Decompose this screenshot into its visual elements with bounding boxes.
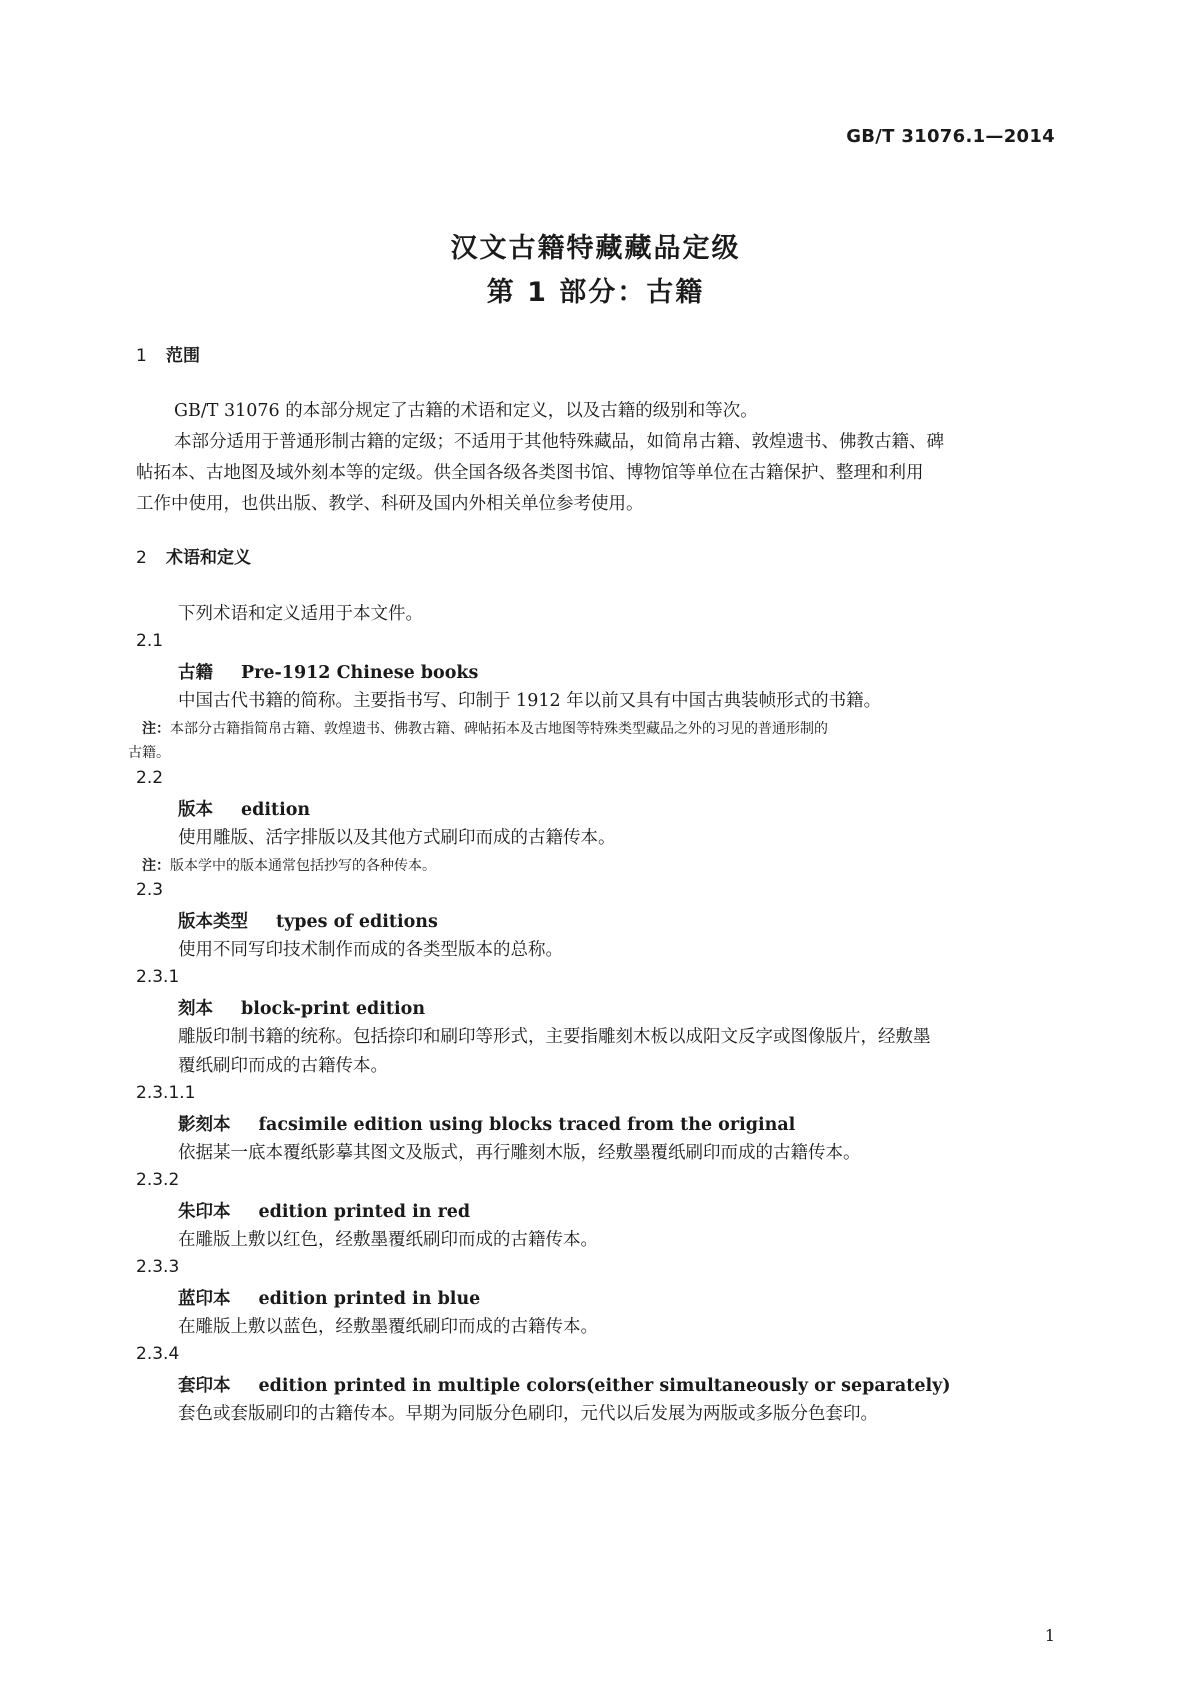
term-zh: 蓝印本 xyxy=(178,1289,231,1309)
entry-number: 2.1 xyxy=(136,631,164,651)
term-zh: 版本 xyxy=(178,800,213,820)
document-subtitle: 第 1 部分：古籍 xyxy=(486,277,705,308)
term-en: edition printed in red xyxy=(258,1202,471,1222)
section-number: 2 xyxy=(136,548,147,568)
paragraph-line: 帖拓本、古地图及域外刻本等的定级。供全国各级各类图书馆、博物馆等单位在古籍保护、整理和利用 xyxy=(136,463,924,483)
term-en: edition xyxy=(241,800,311,820)
entry-number: 2.3.1.1 xyxy=(136,1083,196,1103)
term-definition: 在雕版上敷以红色，经敷墨覆纸刷印而成的古籍传本。 xyxy=(178,1230,598,1250)
page-number: 1 xyxy=(1044,1626,1055,1645)
term-heading xyxy=(178,995,425,1020)
note-text: 版本学中的版本通常包括抄写的各种传本。 xyxy=(170,858,436,874)
entry-number: 2.2 xyxy=(136,768,164,788)
document-title: 汉文古籍特藏藏品定级 xyxy=(450,233,741,264)
term-heading xyxy=(178,1198,470,1223)
entry-number: 2.3.2 xyxy=(136,1170,180,1190)
term-note xyxy=(142,855,436,875)
entry-number: 2.3 xyxy=(136,880,164,900)
term-zh: 朱印本 xyxy=(178,1202,231,1222)
term-zh: 套印本 xyxy=(178,1376,231,1396)
term-en: facsimile edition using blocks traced from the original xyxy=(258,1115,796,1135)
term-en: Pre-1912 Chinese books xyxy=(241,663,479,683)
term-definition: 中国古代书籍的简称。主要指书写、印制于 1912 年以前又具有中国古典装帧形式的书籍。 xyxy=(178,691,882,711)
term-heading xyxy=(178,1372,951,1397)
note-label: 注： xyxy=(142,721,170,737)
entry-number: 2.3.3 xyxy=(136,1257,180,1277)
term-heading xyxy=(178,908,438,933)
term-definition: 使用不同写印技术制作而成的各类型版本的总称。 xyxy=(178,940,563,960)
term-zh: 古籍 xyxy=(178,663,213,683)
paragraph-line: GB/T 31076 的本部分规定了古籍的术语和定义，以及古籍的级别和等次。 xyxy=(174,401,758,421)
term-en: block-print edition xyxy=(241,999,426,1019)
term-zh: 刻本 xyxy=(178,999,213,1019)
paragraph-line: 本部分适用于普通形制古籍的定级；不适用于其他特殊藏品，如简帛古籍、敦煌遗书、佛教古籍、碑 xyxy=(174,432,944,452)
section-number: 1 xyxy=(136,346,147,366)
term-definition: 套色或套版刷印的古籍传本。早期为同版分色刷印，元代以后发展为两版或多版分色套印。 xyxy=(178,1404,878,1424)
term-definition: 雕版印制书籍的统称。包括捺印和刷印等形式，主要指雕刻木板以成阳文反字或图像版片，经敷墨 xyxy=(178,1027,931,1047)
section-heading-terms xyxy=(136,543,251,568)
section-title: 术语和定义 xyxy=(166,548,251,568)
terms-intro: 下列术语和定义适用于本文件。 xyxy=(178,604,423,624)
term-heading xyxy=(178,659,478,684)
scope-paragraph xyxy=(136,396,1055,520)
entry-number: 2.3.1 xyxy=(136,967,180,987)
term-definition-continued: 覆纸刷印而成的古籍传本。 xyxy=(178,1056,388,1076)
term-en: types of editions xyxy=(276,912,438,932)
term-en: edition printed in blue xyxy=(258,1289,481,1309)
term-heading xyxy=(178,1111,795,1136)
term-zh: 影刻本 xyxy=(178,1115,231,1135)
term-definition: 在雕版上敷以蓝色，经敷墨覆纸刷印而成的古籍传本。 xyxy=(178,1317,598,1337)
term-heading xyxy=(178,796,310,821)
term-note-continued: 古籍。 xyxy=(128,745,170,761)
note-text: 本部分古籍指简帛古籍、敦煌遗书、佛教古籍、碑帖拓本及古地图等特殊类型藏品之外的习见的普通形制的 xyxy=(170,721,828,737)
term-definition: 使用雕版、活字排版以及其他方式刷印而成的古籍传本。 xyxy=(178,828,616,848)
term-zh: 版本类型 xyxy=(178,912,248,932)
paragraph-line: 工作中使用，也供出版、教学、科研及国内外相关单位参考使用。 xyxy=(136,494,644,514)
entry-number: 2.3.4 xyxy=(136,1344,180,1364)
standard-code: GB/T 31076.1—2014 xyxy=(846,126,1055,147)
term-definition: 依据某一底本覆纸影摹其图文及版式，再行雕刻木版，经敷墨覆纸刷印而成的古籍传本。 xyxy=(178,1143,861,1163)
section-title: 范围 xyxy=(166,346,200,366)
section-heading-scope xyxy=(136,341,200,366)
term-en: edition printed in multiple colors(either simultaneously or separately) xyxy=(258,1376,951,1396)
note-label: 注： xyxy=(142,858,170,874)
term-heading xyxy=(178,1285,480,1310)
term-note xyxy=(142,718,828,738)
